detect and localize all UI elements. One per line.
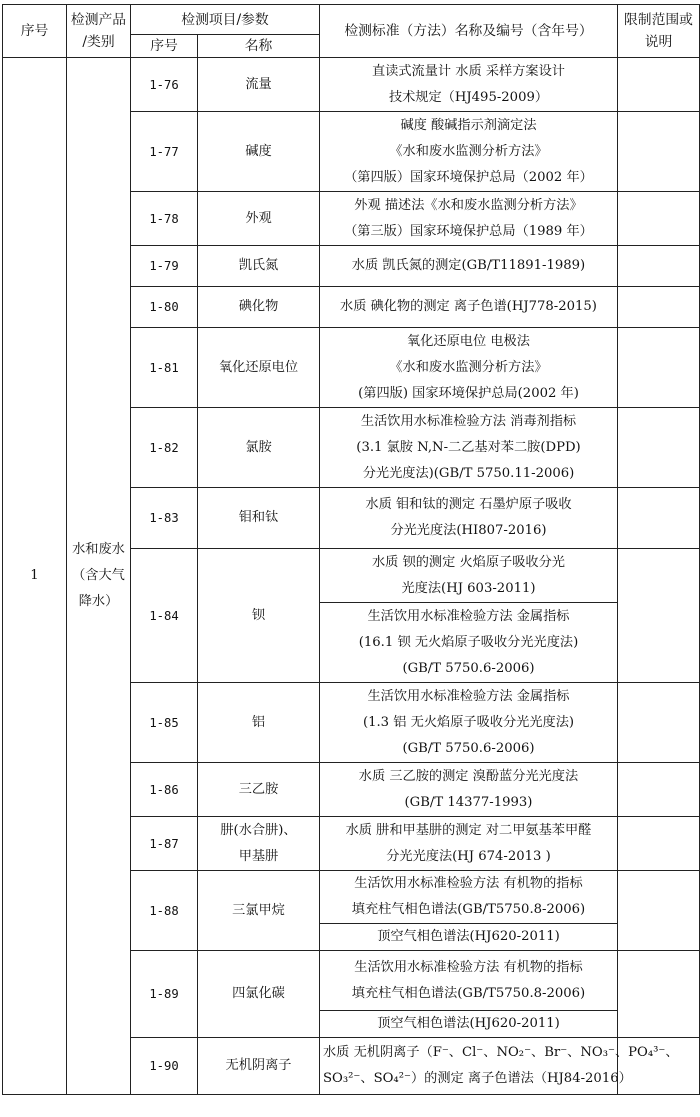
item-name bbox=[198, 763, 320, 817]
standard-cell bbox=[320, 817, 618, 871]
text-line: 分光光度法(HJ 674-2013 ) bbox=[386, 848, 551, 864]
limit-cell bbox=[618, 683, 700, 763]
text-line: 分光光度法(HI807-2016) bbox=[390, 523, 547, 538]
text-line: (3.1 氯胺 N,N-二乙基对苯二胺(DPD) bbox=[356, 439, 581, 455]
text-line: 限制范围或 bbox=[624, 12, 693, 28]
item-code: 1-89 bbox=[131, 951, 198, 1038]
header-item-name: 名称 bbox=[198, 35, 320, 58]
text-line: 无机阴离子 bbox=[225, 1058, 292, 1073]
limit-cell bbox=[618, 951, 700, 1038]
item-name bbox=[198, 328, 320, 408]
header-item-group: 检测项目/参数 bbox=[131, 5, 320, 35]
text-line: 《水和废水监测分析方法》 bbox=[389, 359, 548, 375]
text-line: （第三版）国家环境保护总局（1989 年） bbox=[344, 223, 593, 239]
item-name bbox=[198, 246, 320, 287]
item-code: 1-85 bbox=[131, 683, 198, 763]
limit-cell bbox=[618, 763, 700, 817]
item-code: 1-76 bbox=[131, 58, 198, 112]
text-line: 生活饮用水标准检验方法 金属指标 bbox=[367, 688, 570, 704]
text-line: 水和废水 bbox=[72, 542, 125, 557]
limit-cell bbox=[618, 287, 700, 328]
text-line: 生活饮用水标准检验方法 有机物的指标 bbox=[354, 959, 583, 975]
limit-cell bbox=[618, 817, 700, 871]
item-name bbox=[198, 192, 320, 246]
text-line: 技术规定（HJ495-2009） bbox=[388, 89, 549, 105]
item-code: 1-82 bbox=[131, 408, 198, 488]
text-line: 说明 bbox=[644, 34, 673, 50]
text-line: 氧化还原电位 bbox=[218, 359, 299, 375]
limit-cell bbox=[618, 408, 700, 488]
text-line: 检测产品 bbox=[70, 12, 127, 28]
text-line: 四氯化碳 bbox=[232, 986, 285, 1001]
item-name bbox=[198, 58, 320, 112]
standard-cell bbox=[320, 287, 618, 328]
text-line: 水质 三乙胺的测定 溴酚蓝分光光度法 bbox=[358, 768, 579, 784]
text-line: 生活饮用水标准检验方法 有机物的指标 bbox=[354, 876, 583, 891]
header-item-seq: 序号 bbox=[131, 35, 198, 58]
text-line: 三氯甲烷 bbox=[232, 902, 285, 918]
item-code: 1-79 bbox=[131, 246, 198, 287]
limit-cell bbox=[618, 246, 700, 287]
text-line: 水质 钼和钛的测定 石墨炉原子吸收 bbox=[365, 497, 572, 512]
text-line: 碘化物 bbox=[238, 299, 279, 314]
text-line: 甲基肼 bbox=[238, 848, 279, 864]
text-line: 水质 钡的测定 火焰原子吸收分光 bbox=[371, 554, 565, 570]
text-line: 碱度 bbox=[245, 143, 272, 159]
item-code: 1-84 bbox=[131, 549, 198, 683]
standard-cell bbox=[320, 683, 618, 763]
test-methods-table bbox=[2, 4, 700, 1095]
limit-cell bbox=[618, 871, 700, 951]
text-line: 水质 肼和甲基肼的测定 对二甲氨基苯甲醛 bbox=[345, 822, 592, 838]
item-code: 1-77 bbox=[131, 112, 198, 192]
text-line: 顶空气相色谱法(HJ620-2011) bbox=[377, 929, 560, 944]
text-line: (GB/T 5750.6-2006) bbox=[402, 740, 535, 756]
text-line: 水质 凯氏氮的测定(GB/T11891-1989) bbox=[351, 258, 586, 273]
group-product bbox=[67, 58, 131, 1095]
standard-cell bbox=[320, 192, 618, 246]
standard-cell bbox=[320, 408, 618, 488]
limit-cell bbox=[618, 192, 700, 246]
standard-cell bbox=[320, 328, 618, 408]
standard-cell bbox=[320, 763, 618, 817]
standard-cell bbox=[320, 112, 618, 192]
item-name bbox=[198, 408, 320, 488]
text-line: (1.3 铝 无火焰原子吸收分光光度法) bbox=[362, 714, 575, 730]
text-line: 分光光度法)(GB/T 5750.11-2006) bbox=[362, 465, 575, 481]
text-line: 《水和废水监测分析方法》 bbox=[389, 143, 548, 159]
limit-cell bbox=[618, 112, 700, 192]
item-code: 1-80 bbox=[131, 287, 198, 328]
text-line: 流量 bbox=[245, 76, 272, 92]
item-code: 1-78 bbox=[131, 192, 198, 246]
text-line: 填充柱气相色谱法(GB/T5750.8-2006) bbox=[351, 902, 586, 917]
standard-cell bbox=[320, 488, 618, 549]
header-row bbox=[3, 5, 700, 35]
text-line: 填充柱气相色谱法(GB/T5750.8-2006) bbox=[351, 985, 586, 1001]
text-line: (GB/T 5750.6-2006) bbox=[402, 660, 535, 676]
item-name bbox=[198, 1038, 320, 1095]
standard-cell bbox=[320, 603, 618, 683]
text-line: 肼(水合肼)、 bbox=[220, 822, 297, 838]
text-line: SO₃²⁻、SO₄²⁻）的测定 离子色谱法（HJ84-2016） bbox=[323, 1071, 632, 1086]
item-code: 1-88 bbox=[131, 871, 198, 951]
standard-cell bbox=[320, 549, 618, 603]
item-name bbox=[198, 549, 320, 683]
standard-cell bbox=[320, 871, 618, 924]
item-name bbox=[198, 488, 320, 549]
standard-cell bbox=[320, 1038, 679, 1095]
limit-cell bbox=[618, 328, 700, 408]
text-line: 水质 无机阴离子（F⁻、Cl⁻、NO₂⁻、Br⁻、NO₃⁻、PO₄³⁻、 bbox=[323, 1045, 679, 1060]
text-line: 氧化还原电位 电极法 bbox=[407, 333, 530, 349]
text-line: /类别 bbox=[82, 34, 115, 50]
text-line: 外观 描述法《水和废水监测分析方法》 bbox=[354, 197, 583, 213]
header-limit bbox=[618, 5, 700, 58]
item-code: 1-83 bbox=[131, 488, 198, 549]
text-line: (16.1 钡 无火焰原子吸收分光光度法) bbox=[358, 634, 579, 650]
item-code: 1-90 bbox=[131, 1038, 198, 1095]
item-name bbox=[198, 683, 320, 763]
standard-cell bbox=[320, 1011, 618, 1038]
text-line: 外观 bbox=[245, 210, 272, 226]
text-line: 顶空气相色谱法(HJ620-2011) bbox=[377, 1016, 560, 1031]
header-product bbox=[67, 5, 131, 58]
item-name bbox=[198, 951, 320, 1038]
item-name bbox=[198, 871, 320, 951]
standard-cell bbox=[320, 58, 618, 112]
item-code: 1-87 bbox=[131, 817, 198, 871]
limit-cell bbox=[618, 58, 700, 112]
table-row bbox=[3, 58, 700, 112]
text-line: 直读式流量计 水质 采样方案设计 bbox=[371, 63, 565, 79]
text-line: (GB/T 14377-1993) bbox=[404, 794, 533, 810]
group-seq: 1 bbox=[3, 58, 67, 1095]
text-line: 凯氏氮 bbox=[238, 258, 279, 273]
header-standard: 检测标准（方法）名称及编号（含年号） bbox=[320, 5, 618, 58]
text-line: 降水） bbox=[78, 594, 119, 609]
text-line: 生活饮用水标准检验方法 金属指标 bbox=[367, 608, 570, 624]
text-line: 钼和钛 bbox=[238, 510, 279, 525]
item-name bbox=[198, 112, 320, 192]
text-line: 光度法(HJ 603-2011) bbox=[401, 580, 536, 596]
standard-cell bbox=[320, 924, 618, 951]
text-line: 水质 碘化物的测定 离子色谱(HJ778-2015) bbox=[340, 299, 597, 314]
text-line: 钡 bbox=[251, 607, 266, 623]
text-line: （含大气 bbox=[72, 568, 125, 583]
item-name bbox=[198, 817, 320, 871]
standard-cell bbox=[320, 246, 618, 287]
limit-cell bbox=[618, 549, 700, 683]
limit-cell bbox=[618, 488, 700, 549]
text-line: 氯胺 bbox=[245, 439, 272, 455]
item-name bbox=[198, 287, 320, 328]
text-line: （第四版）国家环境保护总局（2002 年） bbox=[344, 169, 593, 185]
text-line: 三乙胺 bbox=[238, 781, 279, 797]
header-seq: 序号 bbox=[3, 5, 67, 58]
text-line: 生活饮用水标准检验方法 消毒剂指标 bbox=[360, 413, 577, 429]
text-line: 铝 bbox=[251, 714, 266, 730]
text-line: (第四版) 国家环境保护总局(2002 年) bbox=[358, 385, 579, 401]
item-code: 1-86 bbox=[131, 763, 198, 817]
standard-cell bbox=[320, 951, 618, 1011]
item-code: 1-81 bbox=[131, 328, 198, 408]
text-line: 碱度 酸碱指示剂滴定法 bbox=[400, 117, 537, 133]
